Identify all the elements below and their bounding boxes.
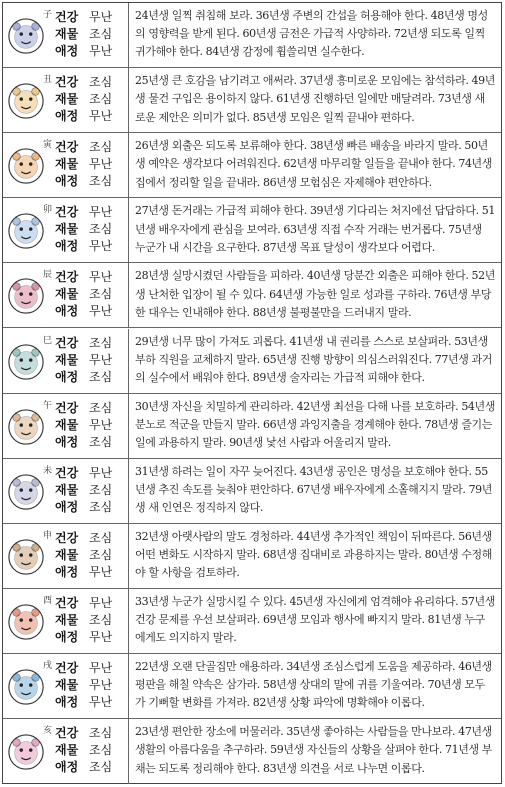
fortune-summary xyxy=(3,589,129,653)
love-label: 애정 xyxy=(55,304,79,319)
health-rating xyxy=(55,9,112,26)
fortune-paragraph: 24년생 일찍 취침해 보라. 36년생 주변의 간섭을 허용해야 한다. 48년생 명성의 영향력을 받게 된다. 60년생 금전은 가급적 사양하라. 72년생 되도록 일찍 귀가해야 한다. 84년생 감정에 휩쓸리면 실수한다. xyxy=(135,9,488,59)
fortune-summary xyxy=(3,3,129,67)
health-value: 조심 xyxy=(89,400,113,415)
health-label: 건강 xyxy=(55,140,79,155)
fortune-paragraph: 29년생 너무 많이 가져도 괴롭다. 41년생 내 권리를 스스로 보살펴라. 53년생 부하 직원을 교체하지 말라. 65년생 진행 방향이 의심스러워진다. 77년생 과거의 실수에서 배워야 한다. 89년생 술자리는 가급적 피해야 한다. xyxy=(135,334,493,384)
health-value: 조심 xyxy=(89,726,113,741)
fortune-table xyxy=(2,2,502,784)
fortune-text xyxy=(129,198,501,262)
rat-icon xyxy=(7,17,45,55)
health-rating xyxy=(55,465,112,482)
health-rating xyxy=(55,725,112,742)
wealth-label: 재물 xyxy=(55,547,79,562)
health-value: 조심 xyxy=(89,530,113,545)
zodiac-label: 巳 xyxy=(43,335,53,346)
monkey-icon xyxy=(7,538,45,576)
fortune-row xyxy=(3,589,501,654)
fortune-summary xyxy=(3,524,129,588)
love-value: 무난 xyxy=(89,629,113,644)
wealth-rating xyxy=(55,612,112,629)
health-rating xyxy=(55,530,112,547)
health-value: 무난 xyxy=(89,465,113,480)
love-value: 무난 xyxy=(89,695,113,709)
fortune-text xyxy=(129,3,501,67)
wealth-value: 조심 xyxy=(89,92,113,107)
zodiac-label: 申 xyxy=(43,530,53,541)
fortune-summary xyxy=(3,459,129,523)
health-label: 건강 xyxy=(55,530,79,545)
fortune-ratings xyxy=(55,465,112,516)
health-value: 무난 xyxy=(89,661,113,675)
love-rating xyxy=(55,564,112,581)
fortune-ratings xyxy=(55,269,112,320)
fortune-row xyxy=(3,719,501,784)
fortune-summary xyxy=(3,68,129,132)
wealth-rating xyxy=(55,91,112,108)
health-value: 조심 xyxy=(89,335,113,350)
love-label: 애정 xyxy=(55,760,79,775)
love-label: 애정 xyxy=(55,239,79,254)
health-label: 건강 xyxy=(55,726,79,741)
zodiac-label: 戌 xyxy=(43,661,53,671)
love-rating xyxy=(55,303,112,320)
fortune-ratings xyxy=(55,335,112,386)
zodiac-label: 辰 xyxy=(43,270,53,281)
love-value: 조심 xyxy=(89,499,113,514)
wealth-rating xyxy=(55,482,112,499)
love-label: 애정 xyxy=(55,369,79,384)
fortune-row xyxy=(3,68,501,133)
sheep-icon xyxy=(7,473,45,511)
love-label: 애정 xyxy=(55,629,79,644)
health-label: 건강 xyxy=(55,335,79,350)
fortune-ratings xyxy=(55,725,112,776)
fortune-ratings xyxy=(55,660,112,711)
zodiac-label: 未 xyxy=(43,465,53,476)
fortune-summary xyxy=(3,719,129,784)
love-value: 조심 xyxy=(89,434,113,449)
wealth-label: 재물 xyxy=(55,612,79,627)
love-value: 무난 xyxy=(89,44,113,58)
health-label: 건강 xyxy=(55,10,79,24)
fortune-text xyxy=(129,654,501,718)
fortune-text xyxy=(129,589,501,653)
fortune-row xyxy=(3,198,501,263)
health-label: 건강 xyxy=(55,661,79,675)
health-rating xyxy=(55,335,112,352)
fortune-row xyxy=(3,329,501,394)
fortune-paragraph: 31년생 하려는 일이 자꾸 늦어진다. 43년생 공인은 명성을 보호해야 한다. 55년생 추진 속도를 늦춰야 편안하다. 67년생 배우자에게 소홀해지지 말라. 79년생 새 인연은 정직하지 않다. xyxy=(135,464,493,515)
fortune-row xyxy=(3,133,501,198)
wealth-label: 재물 xyxy=(55,678,79,692)
love-label: 애정 xyxy=(55,44,79,58)
zodiac-label: 子 xyxy=(43,10,53,20)
health-value: 조심 xyxy=(89,75,113,90)
fortune-ratings xyxy=(55,139,112,190)
love-value: 무난 xyxy=(89,304,113,319)
health-rating xyxy=(55,74,112,91)
fortune-text xyxy=(129,329,501,393)
wealth-rating xyxy=(55,286,112,303)
love-label: 애정 xyxy=(55,109,79,124)
wealth-value: 무난 xyxy=(89,352,113,367)
zodiac-label: 寅 xyxy=(43,140,53,151)
love-value: 조심 xyxy=(89,174,113,189)
fortune-summary xyxy=(3,133,129,197)
wealth-rating xyxy=(55,221,112,238)
zodiac-label: 午 xyxy=(43,400,53,411)
fortune-row xyxy=(3,394,501,459)
fortune-ratings xyxy=(55,595,112,646)
love-rating xyxy=(55,694,112,711)
fortune-row xyxy=(3,3,501,68)
fortune-paragraph: 22년생 오랜 단골집만 애용하라. 34년생 조심스럽게 도움을 제공하라. 46년생 평판을 해칠 약속은 삼가라. 58년생 상대의 말에 귀를 기울여라. 70년생 모두가 기뻐할 변화를 가져라. 82년생 상황 파악에 명확해야 이롭다. xyxy=(135,660,492,710)
love-label: 애정 xyxy=(55,499,79,514)
love-rating xyxy=(55,759,112,776)
fortune-text xyxy=(129,524,501,588)
fortune-summary xyxy=(3,394,129,458)
wealth-value: 조심 xyxy=(89,482,113,497)
fortune-paragraph: 25년생 큰 호감을 남기려고 애써라. 37년생 흥미로운 모임에는 참석하라. 49년생 물건 구입은 용이하지 않다. 61년생 진행하던 일에만 매달려라. 73년생 새로운 제안은 의미가 없다. 85년생 모임은 일찍 끝내야 편하다. xyxy=(135,74,495,124)
wealth-rating xyxy=(55,547,112,564)
fortune-paragraph: 33년생 누군가 실망시킬 수 있다. 45년생 자신에게 엄격해야 유리하다. 57년생 건강 문제를 우선 보살펴라. 69년생 모임과 행사에 빠지지 말라. 81년생 누구에게도 의지하지 말라. xyxy=(135,594,495,645)
wealth-rating xyxy=(55,26,112,43)
fortune-summary xyxy=(3,654,129,718)
fortune-text xyxy=(129,459,501,523)
zodiac-label: 酉 xyxy=(43,595,53,606)
love-rating xyxy=(55,173,112,190)
love-rating xyxy=(55,369,112,386)
snake-icon xyxy=(7,343,45,381)
fortune-row xyxy=(3,654,501,719)
health-label: 건강 xyxy=(55,270,79,285)
love-value: 조심 xyxy=(89,760,113,775)
wealth-rating xyxy=(55,742,112,759)
wealth-value: 무난 xyxy=(89,157,113,172)
health-rating xyxy=(55,400,112,417)
fortune-paragraph: 23년생 편안한 장소에 머물러라. 35년생 좋아하는 사람들을 만나보라. 47년생 생활의 아름다움을 추구하라. 59년생 자신들의 상황을 살펴야 한다. 71년생 부채는 되도록 정리해야 한다. 83년생 의견을 서로 나누면 이롭다. xyxy=(135,725,493,775)
wealth-value: 무난 xyxy=(89,678,113,692)
health-value: 조심 xyxy=(89,140,113,155)
fortune-paragraph: 26년생 외출은 되도록 보류해야 한다. 38년생 빠른 배송을 바라지 말라. 50년생 예약은 생각보다 어려워진다. 62년생 마무리할 일들을 끝내야 한다. 74년생 집에서 정리할 일을 끝내라. 86년생 모험심은 자제해야 편안하다. xyxy=(135,139,493,189)
fortune-ratings xyxy=(55,9,112,60)
zodiac-label: 亥 xyxy=(43,726,53,737)
love-value: 무난 xyxy=(89,564,113,579)
wealth-value: 조심 xyxy=(89,287,113,302)
wealth-label: 재물 xyxy=(55,27,79,41)
dragon-icon xyxy=(7,277,45,315)
wealth-value: 무난 xyxy=(89,417,113,432)
fortune-row xyxy=(3,524,501,589)
health-value: 무난 xyxy=(89,270,113,285)
tiger-icon xyxy=(7,147,45,185)
wealth-value: 조심 xyxy=(89,612,113,627)
fortune-ratings xyxy=(55,530,112,581)
health-label: 건강 xyxy=(55,205,79,220)
wealth-value: 조심 xyxy=(89,27,113,41)
health-rating xyxy=(55,139,112,156)
wealth-label: 재물 xyxy=(55,352,79,367)
health-rating xyxy=(55,269,112,286)
wealth-label: 재물 xyxy=(55,92,79,107)
ox-icon xyxy=(7,82,45,120)
wealth-value: 조심 xyxy=(89,743,113,758)
wealth-label: 재물 xyxy=(55,157,79,172)
wealth-rating xyxy=(55,677,112,694)
love-label: 애정 xyxy=(55,695,79,709)
fortune-paragraph: 30년생 자신을 치밀하게 관리하라. 42년생 최선을 다해 나를 보호하라. 54년생 분노로 적군을 만들지 말라. 66년생 과잉지출을 경계해야 한다. 78년생 즐기는 일에 과용하지 말라. 90년생 낯선 사람과 어울리지 말라. xyxy=(135,399,495,449)
love-label: 애정 xyxy=(55,564,79,579)
fortune-summary xyxy=(3,329,129,393)
dog-icon xyxy=(7,668,45,706)
wealth-label: 재물 xyxy=(55,417,79,432)
health-label: 건강 xyxy=(55,75,79,90)
love-value: 조심 xyxy=(89,369,113,384)
horse-icon xyxy=(7,408,45,446)
love-rating xyxy=(55,43,112,60)
fortune-ratings xyxy=(55,74,112,125)
fortune-text xyxy=(129,719,501,784)
wealth-label: 재물 xyxy=(55,743,79,758)
health-value: 무난 xyxy=(89,10,113,24)
pig-icon xyxy=(7,733,45,771)
fortune-summary xyxy=(3,198,129,262)
fortune-paragraph: 32년생 아랫사람의 말도 경청하라. 44년생 추가적인 책임이 뒤따른다. 56년생 어떤 변화도 시작하지 말라. 68년생 집대비로 과용하지는 말라. 80년생 수정해야 할 사항을 검토하라. xyxy=(135,529,493,580)
fortune-row xyxy=(3,263,501,328)
wealth-label: 재물 xyxy=(55,287,79,302)
fortune-summary xyxy=(3,263,129,327)
health-rating xyxy=(55,660,112,677)
rooster-icon xyxy=(7,603,45,641)
love-value: 무난 xyxy=(89,239,113,254)
health-label: 건강 xyxy=(55,595,79,610)
wealth-value: 조심 xyxy=(89,547,113,562)
fortune-text xyxy=(129,394,501,458)
fortune-text xyxy=(129,133,501,197)
wealth-value: 조심 xyxy=(89,222,113,237)
rabbit-icon xyxy=(7,212,45,250)
fortune-text xyxy=(129,263,501,327)
health-label: 건강 xyxy=(55,465,79,480)
fortune-ratings xyxy=(55,400,112,451)
fortune-row xyxy=(3,459,501,524)
wealth-rating xyxy=(55,352,112,369)
health-rating xyxy=(55,595,112,612)
love-rating xyxy=(55,629,112,646)
fortune-paragraph: 28년생 실망시켰던 사람들을 피하라. 40년생 당분간 외출은 피해야 한다. 52년생 난처한 입장이 될 수 있다. 64년생 가능한 일로 성과를 구하라. 76년생 부당한 대우는 인내해야 한다. 88년생 불평불만을 드러내지 말라. xyxy=(135,269,495,319)
wealth-label: 재물 xyxy=(55,222,79,237)
health-label: 건강 xyxy=(55,400,79,415)
love-value: 무난 xyxy=(89,109,113,124)
fortune-paragraph: 27년생 돈거래는 가급적 피해야 한다. 39년생 기다리는 처지에선 답답하다. 51년생 배우자에게 관심을 보여라. 63년생 직접 수작 거래는 번거롭다. 75년생 누군가 내 시간을 요구한다. 87년생 목표 달성이 생각보다 어렵다. xyxy=(135,204,495,254)
wealth-rating xyxy=(55,417,112,434)
fortune-ratings xyxy=(55,204,112,255)
health-rating xyxy=(55,204,112,221)
love-rating xyxy=(55,238,112,255)
zodiac-label: 丑 xyxy=(43,75,53,86)
wealth-rating xyxy=(55,156,112,173)
wealth-label: 재물 xyxy=(55,482,79,497)
love-rating xyxy=(55,434,112,451)
love-label: 애정 xyxy=(55,434,79,449)
health-value: 무난 xyxy=(89,595,113,610)
love-rating xyxy=(55,499,112,516)
fortune-text xyxy=(129,68,501,132)
love-label: 애정 xyxy=(55,174,79,189)
health-value: 무난 xyxy=(89,205,113,220)
zodiac-label: 卯 xyxy=(43,205,53,216)
love-rating xyxy=(55,108,112,125)
